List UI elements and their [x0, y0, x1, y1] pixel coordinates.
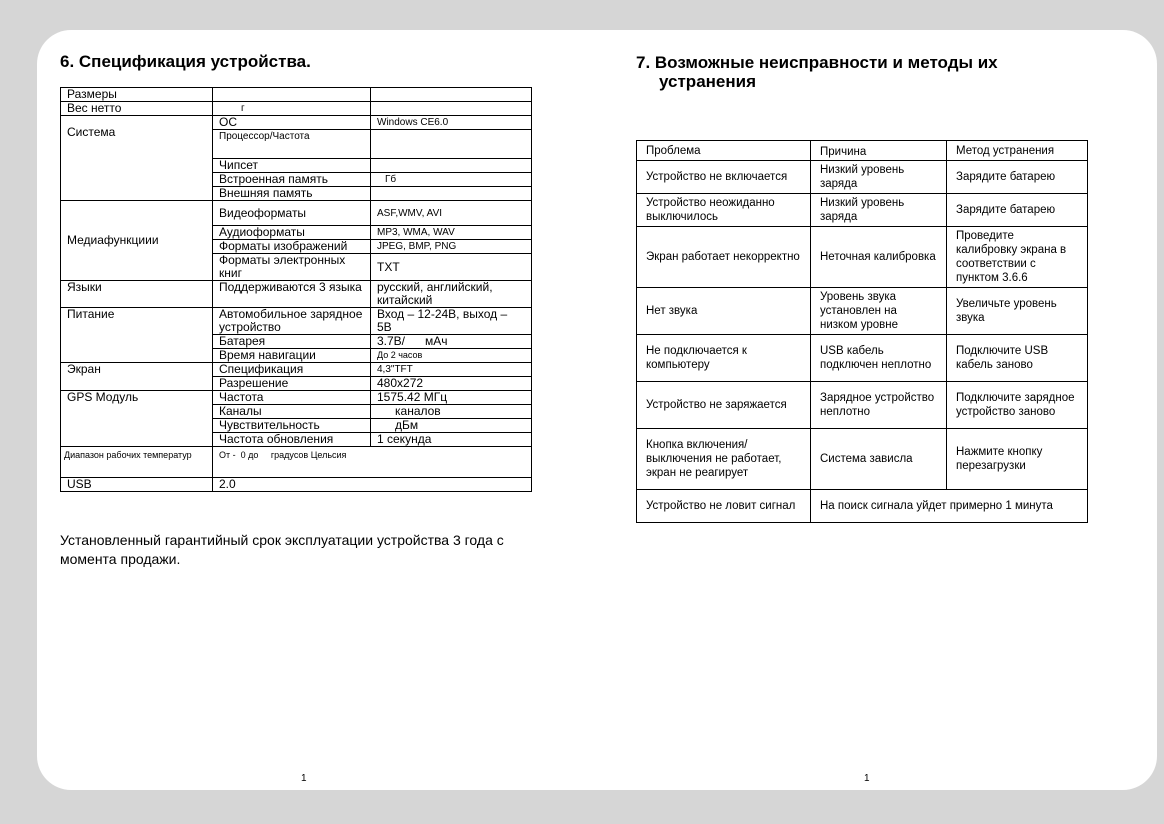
spec-sub: Встроенная память: [213, 173, 371, 187]
table-row: [61, 447, 532, 478]
spec-sub: Поддерживаются 3 языка: [213, 281, 371, 308]
spec-value: MP3, WMA, WAV: [371, 226, 532, 240]
spec-value: дБм: [371, 419, 532, 433]
cause-cell: Неточная калибровка: [811, 227, 947, 288]
spec-sub: Процессор/Частота: [213, 130, 371, 159]
spec-sub: Автомобильное зарядное устройство: [213, 308, 371, 335]
problem-cell: Устройство не ловит сигнал: [637, 490, 811, 523]
troubleshoot-table: [636, 140, 1088, 523]
spec-value: г: [213, 102, 371, 116]
spec-value: Вход – 12-24В, выход – 5В: [371, 308, 532, 335]
table-row: [637, 490, 1088, 523]
problem-cell: Не подключается к компьютеру: [637, 335, 811, 382]
problem-cell: Кнопка включения/выключения не работает, экран не реагирует: [637, 429, 811, 490]
table-row: [61, 88, 532, 102]
troubleshoot-title: 7. Возможные неисправности и методы их: [636, 53, 998, 72]
method-cell: Нажмите кнопку перезагрузки: [947, 429, 1088, 490]
column-header: Причина: [811, 141, 947, 161]
spec-sub: Частота обновления: [213, 433, 371, 447]
spec-value: 480x272: [371, 377, 532, 391]
table-row: [61, 308, 532, 335]
table-row: [637, 194, 1088, 227]
cause-cell: USB кабель подключен неплотно: [811, 335, 947, 382]
table-row: [61, 102, 532, 116]
cause-cell: Зарядное устройство неплотно: [811, 382, 947, 429]
column-header: Проблема: [637, 141, 811, 161]
table-row: [637, 429, 1088, 490]
spec-value: Windows CE6.0: [371, 116, 532, 130]
table-row: [637, 227, 1088, 288]
cause-cell: Низкий уровень заряда: [811, 194, 947, 227]
spec-label: Система: [61, 116, 213, 201]
spec-value: 3.7В/ мАч: [371, 335, 532, 349]
spec-label: Экран: [61, 363, 213, 391]
spec-sub: ОС: [213, 116, 371, 130]
problem-cell: Экран работает некорректно: [637, 227, 811, 288]
spec-value: TXT: [371, 254, 532, 281]
spec-table: [60, 87, 532, 492]
problem-cell: Нет звука: [637, 288, 811, 335]
problem-cell: Устройство неожиданно выключилось: [637, 194, 811, 227]
cause-cell: Уровень звука установлен на низком уровне: [811, 288, 947, 335]
spec-value: русский, английский, китайский: [371, 281, 532, 308]
spec-value: Гб: [371, 173, 532, 187]
cause-cell: Низкий уровень заряда: [811, 161, 947, 194]
spec-value: каналов: [371, 405, 532, 419]
spec-sub: Видеоформаты: [213, 201, 371, 226]
spec-sub: Спецификация: [213, 363, 371, 377]
spec-sub: Чипсет: [213, 159, 371, 173]
spec-label: GPS Модуль: [61, 391, 213, 447]
table-row: [61, 478, 532, 492]
page-number-right: 1: [864, 773, 870, 784]
page-number-left: 1: [301, 773, 307, 784]
spec-sub: Батарея: [213, 335, 371, 349]
spec-sub: Внешняя память: [213, 187, 371, 201]
spec-value: 1575.42 МГц: [371, 391, 532, 405]
spec-value: 2.0: [213, 478, 532, 492]
spec-title: 6. Спецификация устройства.: [60, 52, 311, 71]
table-row: [61, 281, 532, 308]
column-header: Метод устранения: [947, 141, 1088, 161]
problem-cell: Устройство не включается: [637, 161, 811, 194]
spec-sub: Форматы электронных книг: [213, 254, 371, 281]
table-row: [637, 382, 1088, 429]
table-row: [61, 116, 532, 130]
table-row: [637, 288, 1088, 335]
warranty-text: Установленный гарантийный срок эксплуатации устройства 3 года с момента продажи.: [60, 532, 504, 567]
spec-value: До 2 часов: [371, 349, 532, 363]
method-cell: Зарядите батарею: [947, 194, 1088, 227]
table-row: [637, 335, 1088, 382]
table-row: [61, 201, 532, 226]
problem-cell: Устройство не заряжается: [637, 382, 811, 429]
spec-label: Вес нетто: [61, 102, 213, 116]
table-row: [61, 363, 532, 377]
method-cell: Проведите калибровку экрана в соответствии с пунктом 3.6.6: [947, 227, 1088, 288]
spec-label: Языки: [61, 281, 213, 308]
spec-sub: Время навигации: [213, 349, 371, 363]
spec-label: Размеры: [61, 88, 213, 102]
spec-value: 1 секунда: [371, 433, 532, 447]
spec-sub: Разрешение: [213, 377, 371, 391]
table-header-row: [637, 141, 1088, 161]
spec-label: Диапазон рабочих температур: [61, 447, 213, 478]
table-row: [61, 391, 532, 405]
spec-label: Медиафункциии: [61, 201, 213, 281]
spec-sub: Чувствительность: [213, 419, 371, 433]
spec-value: 4,3"TFT: [371, 363, 532, 377]
method-cell: Зарядите батарею: [947, 161, 1088, 194]
spec-sub: Каналы: [213, 405, 371, 419]
spec-sub: Частота: [213, 391, 371, 405]
spec-value: JPEG, BMP, PNG: [371, 240, 532, 254]
troubleshoot-title-line2: устранения: [659, 72, 757, 91]
cause-cell: На поиск сигнала уйдет примерно 1 минута: [811, 490, 1088, 523]
spec-sub: Форматы изображений: [213, 240, 371, 254]
method-cell: Подключите USB кабель заново: [947, 335, 1088, 382]
cause-cell: Система зависла: [811, 429, 947, 490]
spec-value: ASF,WMV, AVI: [371, 201, 532, 226]
table-row: [637, 161, 1088, 194]
spec-value: От - 0 до градусов Цельсия: [213, 447, 532, 478]
spec-sub: Аудиоформаты: [213, 226, 371, 240]
spec-label: Питание: [61, 308, 213, 363]
method-cell: Увеличьте уровень звука: [947, 288, 1088, 335]
spec-label: USB: [61, 478, 213, 492]
method-cell: Подключите зарядное устройство заново: [947, 382, 1088, 429]
